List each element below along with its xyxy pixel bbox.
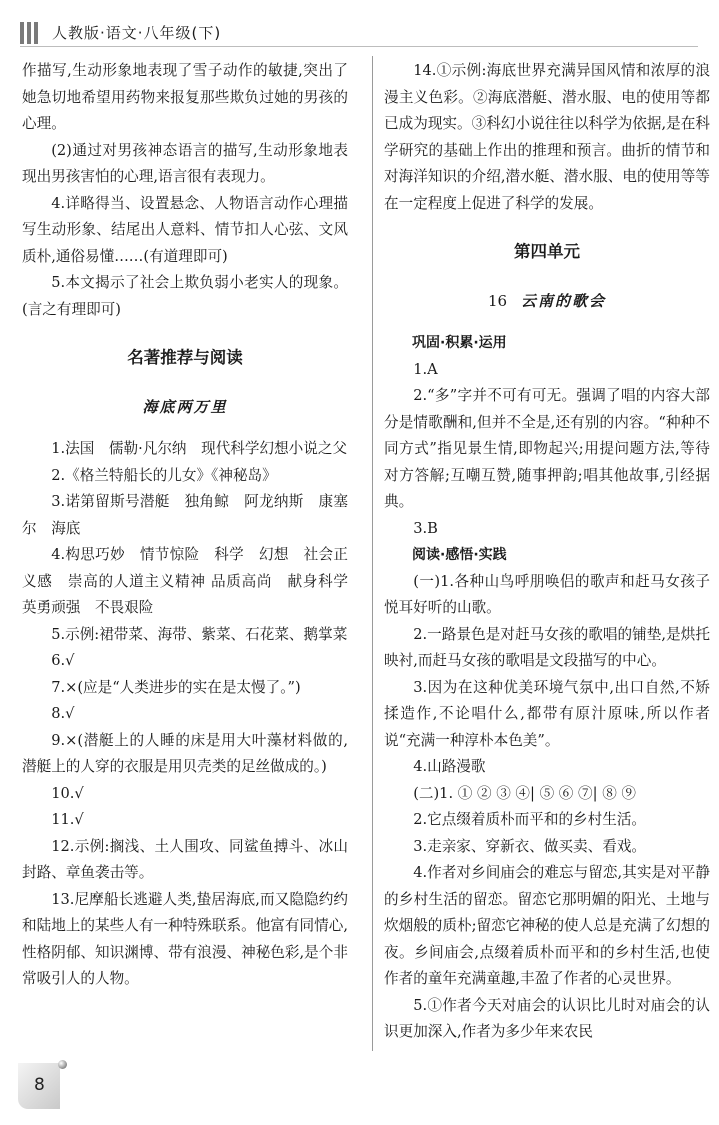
answer-paragraph: 4.山路漫歌 — [413, 758, 486, 775]
page-number: 8 — [34, 1075, 45, 1095]
answer-paragraph: 14.①示例:海底世界充满异国风情和浓厚的浪漫主义色彩。②海底潜艇、潜水服、电的使用等都已成为现实。③科幻小说往往以科学为依据,是在科学研究的基础上作出的推理和预言。曲折的情节和对海洋知识的介绍,潜水艇、潜水服、电的使用等等在一定程度上促进了科学的发展。 — [384, 62, 710, 212]
answer-paragraph: 3.因为在这种优美环境气氛中,出口自然,不矫揉造作,不论唱什么,都带有原汁原味,所以作者说“充满一种淳朴本色美”。 — [384, 678, 710, 749]
subsection-title: 海底两万里 — [142, 397, 228, 416]
answer-paragraph: 5.示例:裙带菜、海带、紫菜、石花菜、鹅掌菜 — [51, 625, 348, 643]
answer-paragraph: 7.×(应是“人类进步的实在是太慢了。”) — [51, 678, 301, 696]
answer-paragraph: 3.诺第留斯号潜艇 独角鲸 阿龙纳斯 康塞尔 海底 — [22, 493, 348, 537]
answer-paragraph: 5.本文揭示了社会上欺负弱小老实人的现象。(言之有理即可) — [22, 274, 348, 318]
lesson-number: 16 — [487, 291, 508, 310]
header-title: 人教版·语文·八年级(下) — [52, 24, 222, 42]
unit-title: 第四单元 — [514, 242, 580, 261]
section-title: 名著推荐与阅读 — [127, 348, 243, 367]
left-column — [22, 58, 363, 993]
answer-paragraph: 13.尼摩船长逃避人类,蛰居海底,而又隐隐约约和陆地上的某些人有一种特殊联系。他富有同情心,性格阴郁、知识渊博、带有浪漫、神秘色彩,是个非常吸引人的人物。 — [22, 890, 348, 987]
answer-paragraph: 4.作者对乡间庙会的难忘与留恋,其实是对平静的乡村生活的留恋。留恋它那明媚的阳光、土地与炊烟般的质朴;留恋它神秘的使人总是充满了幻想的夜。乡间庙会,点缀着质朴而平和的乡村生活,也使作者的童年充满童趣,丰盈了作者的心灵世界。 — [384, 864, 710, 987]
answer-paragraph: 1.法国 儒勒·凡尔纳 现代科学幻想小说之父 — [51, 440, 348, 457]
answer-paragraph: 3.走亲家、穿新衣、做买卖、看戏。 — [413, 837, 647, 855]
header-rule — [20, 46, 698, 47]
right-column — [384, 58, 710, 1046]
answer-paragraph: 3.B — [413, 519, 438, 537]
answer-paragraph: 4.详略得当、设置悬念、人物语言动作心理描写生动形象、结尾出人意料、情节扣人心弦、文风质朴,通俗易懂……(有道理即可) — [22, 194, 348, 265]
answer-paragraph: 2.一路景色是对赶马女孩的歌唱的铺垫,是烘托映衬,而赶马女孩的歌唱是文段描写的中心。 — [384, 625, 710, 669]
column-divider — [372, 56, 373, 1051]
answer-paragraph: 6.√ — [51, 652, 75, 669]
answer-paragraph: 1.A — [413, 360, 438, 378]
answer-paragraph: 4.构思巧妙 情节惊险 科学 幻想 社会正义感 崇高的人道主义精神 品质高尚 献身科学 英勇顽强 不畏艰险 — [22, 546, 363, 616]
header-decoration — [20, 22, 38, 44]
lesson-title — [384, 288, 710, 315]
answer-paragraph: (一)1.各种山鸟呼朋唤侣的歌声和赶马女孩子悦耳好听的山歌。 — [384, 572, 710, 616]
answer-paragraph: 2.《格兰特船长的儿女》《神秘岛》 — [51, 466, 277, 484]
answer-paragraph: 12.示例:搁浅、土人围攻、同鲨鱼搏斗、冰山封路、章鱼袭击等。 — [22, 837, 348, 881]
answer-paragraph: (2)通过对男孩神态语言的描写,生动形象地表现出男孩害怕的心理,语言很有表现力。 — [22, 141, 348, 185]
page-corner-dot — [58, 1060, 67, 1069]
answer-paragraph: (二)1. ① ② ③ ④| ⑤ ⑥ ⑦| ⑧ ⑨ — [413, 784, 637, 802]
answer-paragraph: 2.“多”字并不可有可无。强调了唱的内容大部分是情歌酬和,但并不全是,还有别的内容。“种种不同方式”指见景生情,即物起兴;用提问题方法,等待对方答解;互嘲互赞,随事押韵;唱其他故事,引经据典。 — [384, 387, 710, 510]
answer-paragraph: 11.√ — [51, 811, 84, 828]
answer-paragraph: 5.①作者今天对庙会的认识比儿时对庙会的认识更加深入,作者为多少年来农民 — [384, 996, 710, 1040]
answer-paragraph: 9.×(潜艇上的人睡的床是用大叶藻材料做的,潜艇上的人穿的衣服是用贝壳类的足丝做成的。) — [22, 731, 348, 775]
answer-paragraph: 2.它点缀着质朴而平和的乡村生活。 — [413, 811, 647, 828]
exercise-heading: 巩固·积累·运用 — [412, 335, 507, 351]
lesson-name: 云南的歌会 — [521, 291, 607, 310]
answer-paragraph: 作描写,生动形象地表现了雪子动作的敏捷,突出了她急切地希望用药物来报复那些欺负过她的男孩的心理。 — [22, 62, 348, 132]
answer-paragraph: 10.√ — [51, 784, 84, 802]
exercise-heading: 阅读·感悟·实践 — [412, 547, 507, 563]
answer-paragraph: 8.√ — [51, 705, 75, 722]
